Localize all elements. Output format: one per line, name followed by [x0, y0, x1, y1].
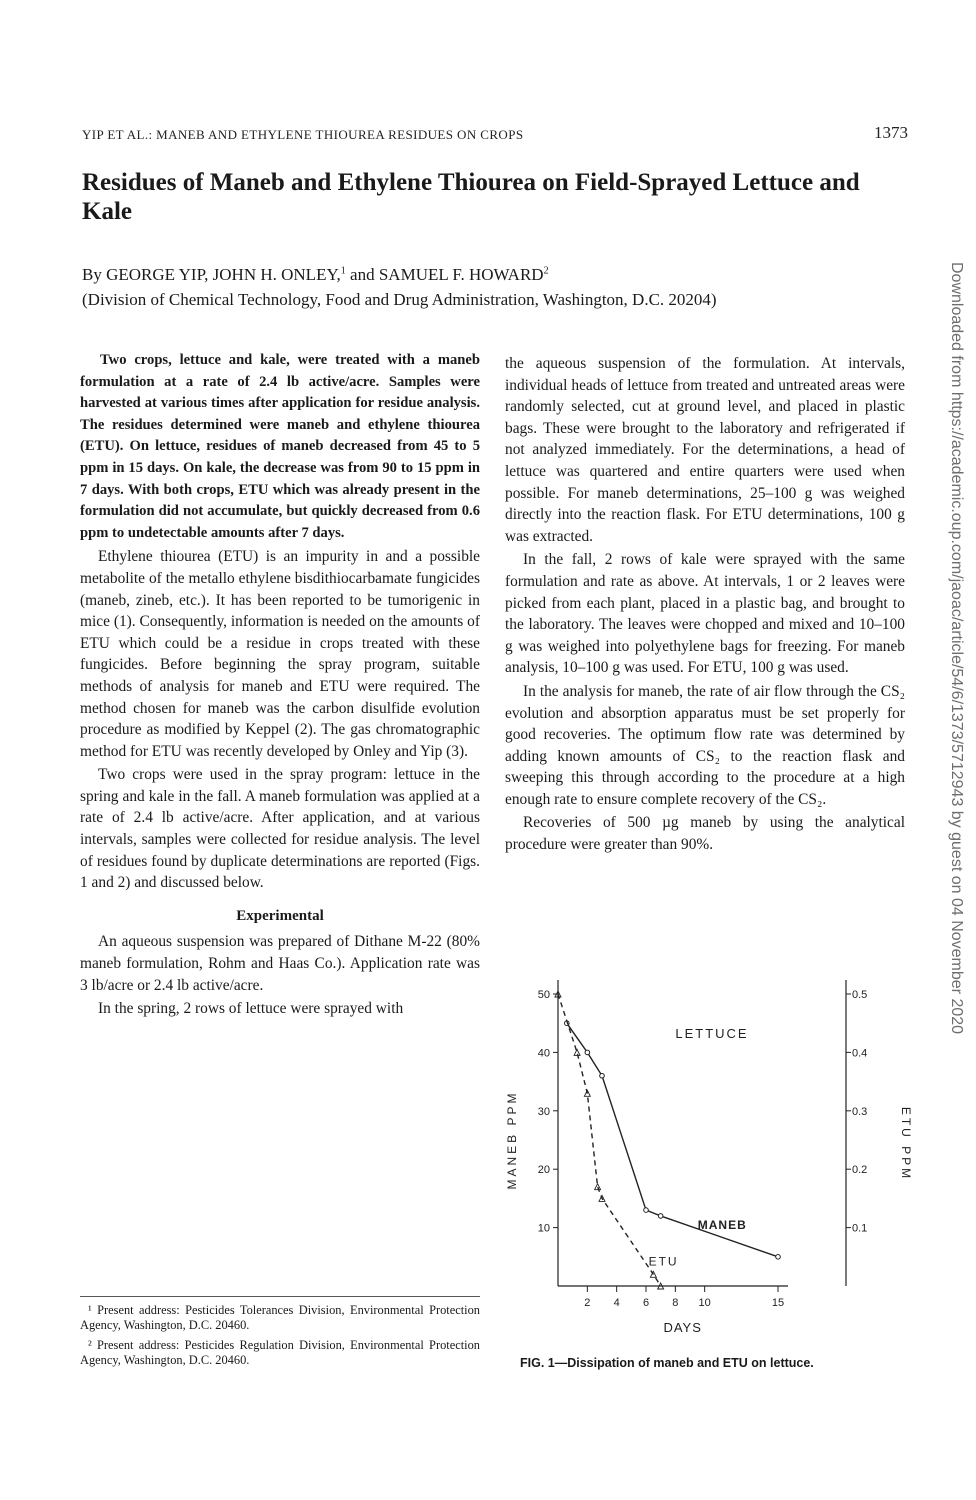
figure-1: [498, 970, 918, 1360]
x-tick-label: 15: [771, 1297, 785, 1309]
footnotes: [80, 1296, 480, 1373]
page-number: 1373: [874, 123, 908, 142]
abstract: Two crops, lettuce and kale, were treated with a maneb formulation at a rate of 2.4 lb active/acre. Samples were harvested at various times after application for residue analysis. The residues determined were maneb and ethylene thiourea (ETU). On lettuce, residues of maneb decreased from 45 to 5 ppm in 15 days. On kale, the decrease was from 90 to 15 ppm in 7 days. With both crops, ETU which was already present in the formulation did not accumulate, but quickly decreased from 0.6 ppm to undetectable amounts after 7 days.: [80, 352, 480, 541]
x-tick-label: 2: [584, 1297, 591, 1309]
lettuce-chart: [498, 970, 918, 1340]
section-heading-experimental: Experimental: [236, 907, 324, 924]
footnote-marker-1: 1: [340, 265, 346, 277]
data-point-maneb: [776, 1255, 781, 1260]
body-paragraph: Recoveries of 500 µg maneb by using the analytical procedure were greater than 90%.: [505, 814, 905, 854]
body-paragraph: In the spring, 2 rows of lettuce were sprayed with: [98, 1000, 404, 1018]
figure-caption: FIG. 1—Dissipation of maneb and ETU on lettuce.: [520, 1356, 814, 1370]
authors-prefix: By GEORGE YIP, JOHN H. ONLEY,: [82, 265, 341, 284]
y-tick-label-right: 0.3: [852, 1105, 868, 1118]
right-column: [505, 353, 905, 858]
series-label-etu: ETU: [648, 1254, 679, 1269]
series-label-maneb: MANEB: [697, 1217, 747, 1232]
body-paragraph: the aqueous suspension of the formulation. At intervals, individual heads of lettuce from treated and untreated areas were randomly selected, cut at ground level, and placed in plastic bags. These were brought to the laboratory and refrigerated if not analyzed immediately. For the determinations, a head of lettuce was quartered and entire quarters were used when possible. For maneb determinations, 25–100 g was weighed directly into the reaction flask. For ETU determinations, 100 g was extracted.: [505, 355, 905, 545]
y-axis-label-left: MANEB PPM: [505, 1090, 519, 1190]
data-point-maneb: [658, 1214, 663, 1219]
body-paragraph: Two crops were used in the spray program: lettuce in the spring and kale in the fall. A maneb formulation was applied at a rate of 2.4 lb active/acre. After application, and at various intervals, samples were collected for residue analysis. The level of residues found by duplicate determinations are reported (Figs. 1 and 2) and discussed below.: [80, 766, 480, 892]
y-tick-label-left: 50: [537, 989, 550, 1001]
y-tick-label-right: 0.5: [852, 989, 868, 1001]
x-axis-label: DAYS: [663, 1320, 702, 1335]
data-point-etu: [595, 1184, 601, 1190]
y-tick-label-right: 0.2: [852, 1164, 868, 1177]
data-point-maneb: [600, 1073, 605, 1078]
footnote-1: ¹ Present address: Pesticides Tolerances Division, Environmental Protection Agency, Washington, D.C. 20460.: [80, 1303, 480, 1332]
running-head: [82, 123, 908, 143]
y-tick-label-right: 0.4: [852, 1047, 868, 1060]
y-tick-label-left: 30: [537, 1105, 550, 1118]
x-tick-label: 8: [672, 1297, 679, 1309]
y-tick-label-right: 0.1: [852, 1222, 868, 1235]
authors-mid: and SAMUEL F. HOWARD: [345, 265, 544, 284]
left-column: [80, 350, 480, 1022]
authors: [82, 262, 902, 287]
running-head-text: YIP ET AL.: MANEB AND ETHYLENE THIOUREA RESIDUES ON CROPS: [82, 127, 524, 142]
body-paragraph: In the fall, 2 rows of kale were sprayed with the same formulation and rate as above. At intervals, 1 or 2 leaves were picked from each plant, placed in a plastic bag, and brought to the laboratory. The leaves were chopped and mixed and 10–100 g was weighed into polyethylene bags for freezing. For maneb analysis, 10–100 g was used. For ETU, 100 g was used.: [505, 551, 905, 677]
chart-title: LETTUCE: [675, 1025, 749, 1041]
footnote-2: ² Present address: Pesticides Regulation Division, Environmental Protection Agency, Washington, D.C. 20460.: [80, 1338, 480, 1367]
y-axis-label-right: ETU PPM: [899, 1106, 913, 1182]
body-paragraph: An aqueous suspension was prepared of Dithane M-22 (80% maneb formulation, Rohm and Haas Co.). Application rate was 3 lb/acre or 2.4 lb active/acre.: [80, 933, 480, 994]
data-point-maneb: [585, 1050, 590, 1055]
body-paragraph: Ethylene thiourea (ETU) is an impurity in and a possible metabolite of the metallo ethylene bisdithiocarbamate fungicides (maneb, zineb, etc.). It has been reported to be tumorigenic in mice (1). Consequently, information is needed on the amounts of ETU which could be a residue in crops treated with these fungicides. Before beginning the spray program, suitable methods of analysis for maneb and ETU were required. The method chosen for maneb was the carbon disulfide evolution procedure as modified by Keppel (2). The gas chromatographic method for ETU was recently developed by Onley and Yip (3).: [80, 548, 480, 760]
x-tick-label: 10: [698, 1297, 711, 1309]
affiliation: (Division of Chemical Technology, Food and Drug Administration, Washington, D.C. 20204): [82, 290, 717, 309]
byline: [82, 262, 902, 312]
series-line-etu: [558, 994, 661, 1286]
article-title: Residues of Maneb and Ethylene Thiourea on Field-Sprayed Lettuce and Kale: [82, 169, 860, 225]
download-watermark: Downloaded from https://academic.oup.com/jaoac/article/54/6/1373/5712943 by guest on 04 November 2020: [948, 262, 965, 1035]
body-paragraph: In the analysis for maneb, the rate of air flow through the CS₂ evolution and absorption apparatus must be set properly for good recoveries. The optimum flow rate was determined by adding known amounts of CS₂ to the reaction flask and sweeping this through according to the procedure at a high enough rate to ensure complete recovery of the CS₂.: [505, 682, 905, 808]
x-tick-label: 4: [613, 1297, 620, 1309]
footnote-marker-2: 2: [543, 265, 549, 277]
y-tick-label-left: 20: [537, 1164, 550, 1177]
x-tick-label: 6: [642, 1297, 650, 1309]
data-point-maneb: [644, 1208, 649, 1213]
y-tick-label-left: 10: [537, 1222, 550, 1235]
y-tick-label-left: 40: [537, 1047, 550, 1060]
